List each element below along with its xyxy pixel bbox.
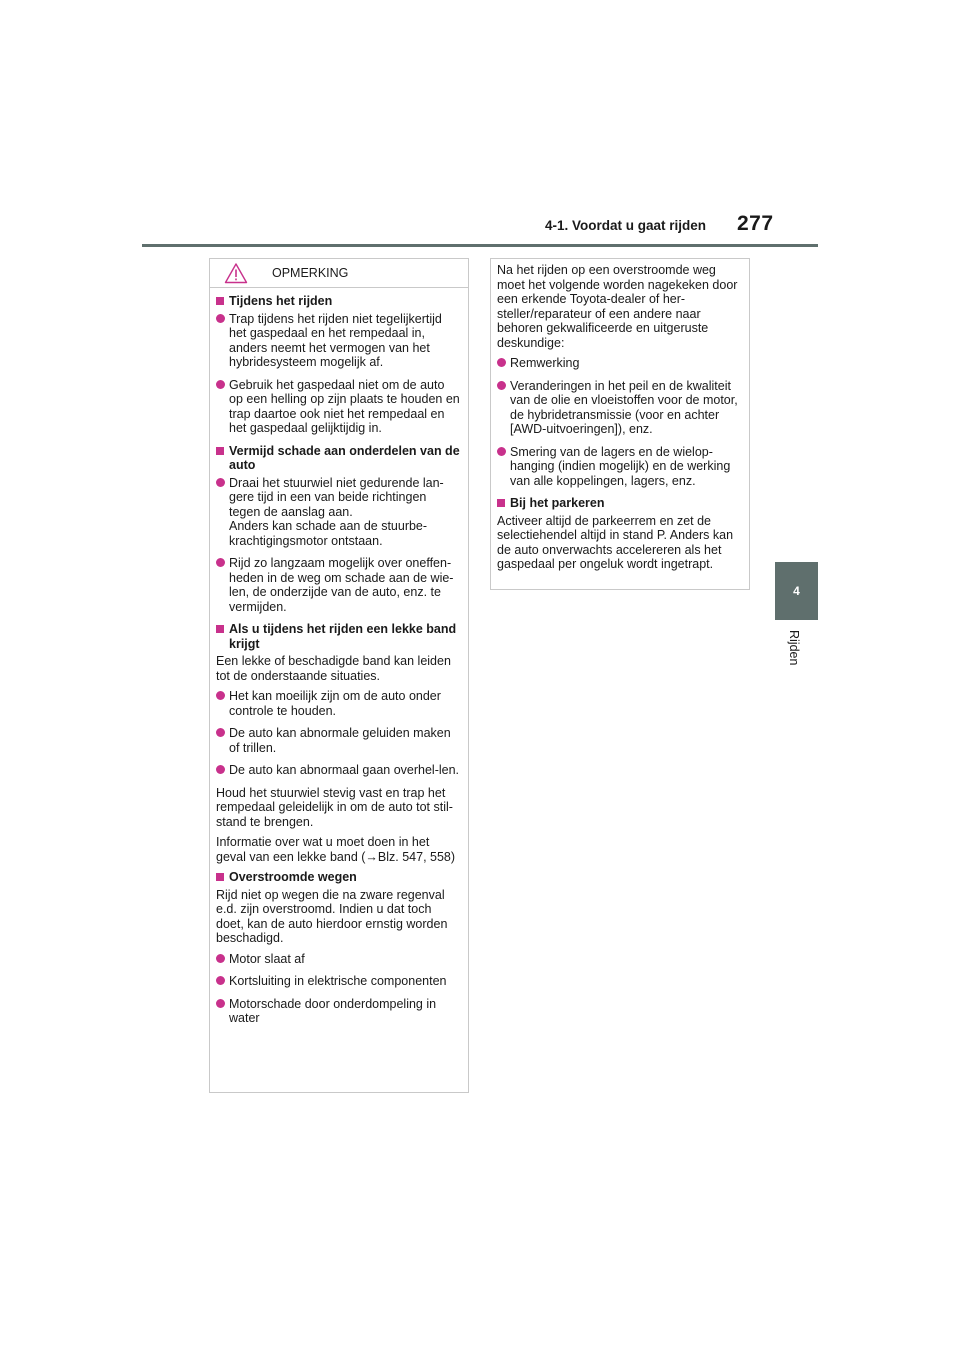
list-item: Het kan moeilijk zijn om de auto onder controle te houden.: [216, 689, 461, 718]
continuation-box: [490, 258, 750, 590]
warning-header: [210, 259, 468, 288]
list-item: Gebruik het gaspedaal niet om de auto op een helling op zijn plaats te houden en trap daartoe ook niet het rempedaal en het gaspedaal gelijktijdig in.: [216, 378, 461, 436]
warning-box: [209, 258, 469, 1093]
list-item: De auto kan abnormale geluiden maken of trillen.: [216, 726, 461, 755]
list-item: Motor slaat af: [216, 952, 461, 967]
warning-triangle-icon: [224, 262, 248, 284]
paragraph: Na het rijden op een overstroomde weg moet het volgende worden nagekeken door een erkende Toyota-dealer of her-steller/reparateur of een andere naar behoren gekwalificeerde en uitgeruste deskundige:: [497, 263, 738, 350]
list-item: Remwerking: [497, 356, 742, 371]
section-heading: Als u tijdens het rijden een lekke band krijgt: [216, 622, 461, 651]
list-item: Draai het stuurwiel niet gedurende lan-gere tijd in een van beide richtingen tegen de aanslag aan. Anders kan schade aan de stuurbe-krachtigingsmotor ontstaan.: [216, 476, 461, 549]
list-item: Motorschade door onderdompeling in water: [216, 997, 461, 1026]
list-item: Veranderingen in het peil en de kwaliteit van de olie en vloeistoffen voor de motor, de hybridetransmissie (voor en achter [AWD-uitvoeringen]), enz.: [497, 379, 742, 437]
warning-body: [210, 288, 468, 1026]
section-heading: Overstroomde wegen: [216, 870, 461, 885]
list-item: Kortsluiting in elektrische componenten: [216, 974, 461, 989]
paragraph: Houd het stuurwiel stevig vast en trap het rempedaal geleidelijk in om de auto tot stil-stand te brengen.: [216, 785, 453, 829]
section-heading: Tijdens het rijden: [216, 294, 461, 309]
list-item: Trap tijdens het rijden niet tegelijkertijd het gaspedaal en het rempedaal in, anders neemt het vermogen van het hybridesysteem mogelijk af.: [216, 312, 461, 370]
paragraph: Activeer altijd de parkeerrem en zet de selectiehendel altijd in stand P. Anders kan de auto onverwachts accelereren als het gaspedaal per ongeluk wordt ingetrapt.: [497, 513, 734, 571]
page-number: 277: [737, 212, 774, 235]
list-item: Smering van de lagers en de wielop-hanging (indien mogelijk) en de werking van alle koppelingen, lagers, enz.: [497, 445, 742, 489]
paragraph: Een lekke of beschadigde band kan leiden tot de onderstaande situaties.: [216, 654, 451, 683]
warning-heading: OPMERKING: [272, 265, 349, 280]
chapter-number: 4: [793, 584, 800, 598]
section-heading: Vermijd schade aan onderdelen van de auto: [216, 444, 461, 473]
list-item: Rijd zo langzaam mogelijk over oneffen-heden in de weg om schade aan de wie-len, de onderzijde van de auto, enz. te vermijden.: [216, 556, 461, 614]
paragraph: Informatie over wat u moet doen in het geval van een lekke band (→Blz. 547, 558): [216, 835, 456, 864]
section-title: 4-1. Voordat u gaat rijden: [545, 218, 707, 233]
header-rule: [142, 244, 818, 247]
paragraph: Rijd niet op wegen die na zware regenval e.d. zijn overstroomd. Indien u dat toch doet, kan de auto hierdoor ernstig worden beschadigd.: [216, 887, 448, 945]
list-item: De auto kan abnormaal gaan overhel-len.: [216, 763, 461, 778]
chapter-tab[interactable]: [775, 562, 818, 620]
chapter-label: Rijden: [787, 630, 801, 666]
section-heading: Bij het parkeren: [497, 496, 742, 511]
